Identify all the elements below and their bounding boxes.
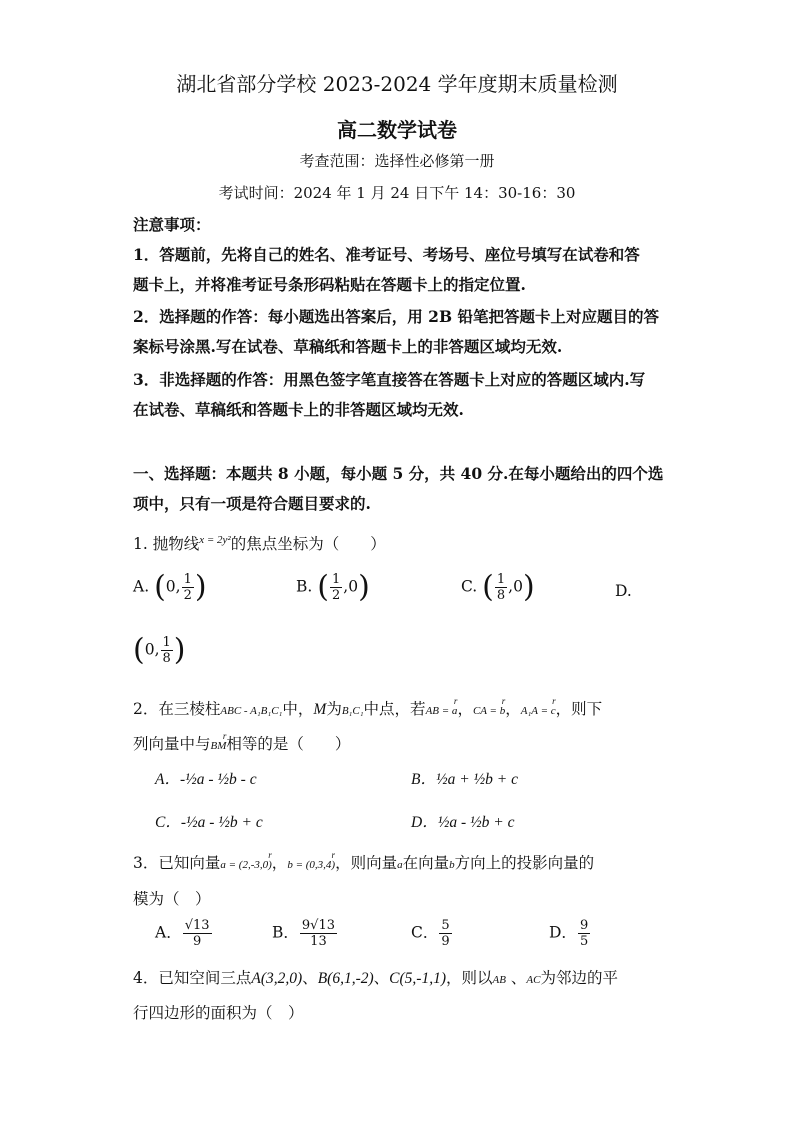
- exam-title: 湖北省部分学校 2023-2024 学年度期末质量检测: [176, 72, 618, 96]
- q1-option-a: A. (0, $\frac{1}{2}$ ): [133, 569, 207, 605]
- q3-option-b: B． $\frac{9√13}{13}$: [272, 918, 335, 949]
- question-2-line2: 列向量中与r BM相等的是（ ）: [133, 732, 350, 754]
- question-3-line1: 3．已知向量r a = (2,-3,0)，r b = (0,3,4)，则向量a在向量b方向上的投影向量的: [133, 851, 594, 873]
- q1-equation: x = 2y²: [199, 534, 231, 546]
- q3-option-c: C． $\frac{5}{9}$: [411, 918, 450, 949]
- question-1-stem: [133, 532, 386, 554]
- q1-suffix: 的焦点坐标为（ ）: [230, 535, 386, 553]
- q1-label-d: D.: [615, 582, 632, 600]
- note-3-line1: 3．非选择题的作答：用黑色签字笔直接答在答题卡上对应的答题区域内.写: [133, 370, 646, 389]
- note-2-line2: 案标号涂黑.写在试卷、草稿纸和答题卡上的非答题区域均无效.: [133, 337, 563, 356]
- q3-option-a: A． $\frac{√13}{9}$: [155, 918, 210, 949]
- q1-prefix: 1. 抛物线: [133, 535, 200, 553]
- q2-option-c: C．-½a - ½b + c: [155, 814, 263, 831]
- q2-option-a: A．-½a - ½b - c: [155, 771, 257, 788]
- q2-option-d: D．½a - ½b + c: [411, 814, 515, 831]
- exam-time: 考试时间：2024 年 1 月 24 日下午 14：30-16：30: [218, 184, 576, 202]
- notes-heading: 注意事项：: [133, 215, 211, 234]
- question-4-line1: 4．已知空间三点A(3,2,0)、B(6,1,-2)、C(5,-1,1)，则以AB 、AC为邻边的平: [133, 969, 618, 987]
- note-3-line2: 在试卷、草稿纸和答题卡上的非答题区域均无效.: [133, 400, 464, 419]
- section1-line2: 项中，只有一项是符合题目要求的.: [133, 494, 371, 513]
- question-4-line2: 行四边形的面积为（ ）: [133, 1004, 304, 1022]
- q2-option-b: B．½a + ½b + c: [411, 771, 519, 788]
- q1-option-b: B. ( $\frac{1}{2}$ ,0): [296, 569, 370, 605]
- section1-line1: 一、选择题：本题共 8 小题，每小题 5 分，共 40 分.在每小题给出的四个选: [133, 464, 664, 483]
- note-1-line1: 1．答题前，先将自己的姓名、准考证号、考场号、座位号填写在试卷和答: [133, 245, 640, 264]
- q1-option-d: (0, $\frac{1}{8}$ ): [133, 632, 186, 668]
- exam-subtitle: 高二数学试卷: [337, 118, 457, 142]
- question-3-line2: 模为（ ）: [133, 890, 211, 908]
- q1-option-c: C. ( $\frac{1}{8}$ ,0): [461, 569, 535, 605]
- q1-label-a: A.: [133, 577, 150, 596]
- q1-label-b: B.: [296, 577, 313, 596]
- note-2-line1: 2．选择题的作答：每小题选出答案后，用 2B 铅笔把答题卡上对应题目的答: [133, 307, 659, 326]
- note-1-line2: 题卡上，并将准考证号条形码粘贴在答题卡上的指定位置.: [133, 275, 526, 294]
- q1-label-c: C.: [461, 577, 478, 596]
- question-2-line1: 2．在三棱柱ABC - A₁B₁C₁中，M为B₁C₁中点，若r AB = a，r CA = b，r A₁A = c，则下: [133, 697, 602, 719]
- q3-option-d: D． $\frac{9}{5}$: [549, 918, 589, 949]
- q2-prism: ABC - A₁B₁C₁: [220, 705, 283, 717]
- exam-scope: 考查范围：选择性必修第一册: [299, 152, 495, 170]
